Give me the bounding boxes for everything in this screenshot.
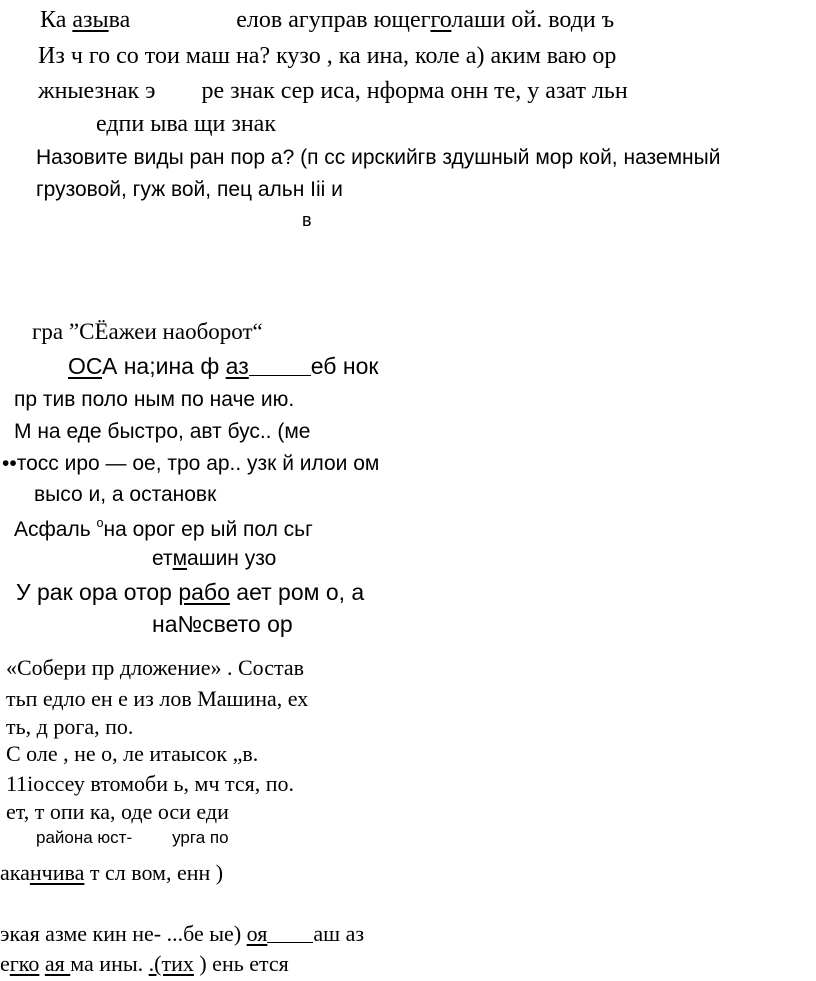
underlined-fragment: рабо (178, 579, 230, 605)
text-line: на№свето ор (152, 611, 293, 637)
text-line: ••тосс иро — ое, тро ар.. узк й илои ом (2, 452, 380, 475)
text-fragment: экая азме кин не- ...бе ые) (0, 921, 247, 946)
text-fragment: ет (152, 547, 173, 570)
text-fragment: района юст- (36, 828, 133, 847)
text-fragment: е (0, 951, 10, 976)
text-line: 11іоссеу втомоби ь, мч тся, по. (6, 771, 295, 796)
text-line: Из ч го со тои маш на? кузо , ка ина, коле а) аким ваю ор (38, 43, 617, 69)
text-line (0, 953, 289, 975)
text-fragment: лаши ой. води ъ (451, 7, 615, 33)
text-line: едпи ыва щи знак (96, 111, 276, 137)
text-fragment: ва (108, 7, 131, 33)
text-line (36, 829, 229, 846)
text-line (0, 862, 223, 884)
underlined-fragment: го (430, 7, 452, 33)
text-line: ет, т опи ка, оде оси еди (6, 799, 229, 824)
text-line (38, 79, 628, 103)
text-fragment: жныезнак э (38, 78, 156, 104)
text-line (40, 8, 614, 32)
section-title: гра ”СЁажеи наоборот“ (32, 319, 263, 344)
fill-in-blank (267, 920, 313, 943)
underlined-fragment: оя (246, 921, 268, 946)
text-line: тьп едло ен е из лов Машина, ех (6, 686, 309, 711)
text-fragment: елов агуправ ющег (236, 7, 431, 33)
text-line (14, 517, 313, 540)
text-fragment: урга по (172, 828, 229, 847)
section-title: «Собери пр дложение» . Состав (6, 655, 305, 680)
underlined-fragment: гко (9, 951, 40, 976)
text-line: высо и, а остановк (34, 483, 217, 506)
text-line: С оле , не о, ле итаысок „в. (6, 741, 259, 766)
text-line: М на еде быстро, авт бус.. (ме (14, 420, 311, 443)
text-fragment: ) ень ется (193, 951, 289, 976)
text-line: ть, д рога, по. (6, 714, 134, 739)
underlined-fragment: ОС (68, 353, 102, 379)
text-fragment: А на;ина ф (102, 353, 226, 379)
superscript-fragment: о (96, 516, 104, 530)
text-line: грузовой, гуж вой, пец альн Iii и (36, 178, 343, 201)
text-line: пр тив поло ным по наче ию. (14, 388, 295, 411)
text-fragment: еб нок (310, 353, 379, 379)
text-fragment: ашин узо (187, 547, 277, 570)
text-fragment: ает ром о, а (229, 579, 365, 605)
text-fragment: Ка (40, 7, 73, 33)
text-fragment: У рак ора отор (16, 579, 179, 605)
underlined-fragment: азы (72, 7, 109, 33)
underlined-fragment: аз (225, 353, 249, 379)
underlined-fragment: ая (44, 951, 71, 976)
text-line: Назовите виды ран пор а? (п сс ирскийгв здушный мор кой, наземный (36, 146, 721, 169)
text-fragment: т сл вом, енн ) (84, 860, 224, 885)
text-fragment: ма ины. (70, 951, 149, 976)
text-fragment: Асфаль (14, 517, 97, 541)
fill-in-blank (249, 352, 311, 376)
text-line (152, 548, 276, 569)
text-fragment: на орог ер ый пол сьг (103, 517, 313, 541)
underlined-fragment: нчива (29, 860, 85, 885)
text-line (68, 352, 378, 378)
text-line: в (302, 210, 312, 230)
underlined-fragment: м (172, 547, 188, 570)
text-fragment: аш аз (313, 921, 365, 946)
text-line (0, 920, 364, 945)
underlined-fragment: .(тих (148, 951, 194, 976)
text-line (16, 581, 364, 604)
text-fragment: ака (0, 860, 30, 885)
text-fragment: ре знак сер иса, нформа онн те, у азат льн (201, 78, 628, 104)
